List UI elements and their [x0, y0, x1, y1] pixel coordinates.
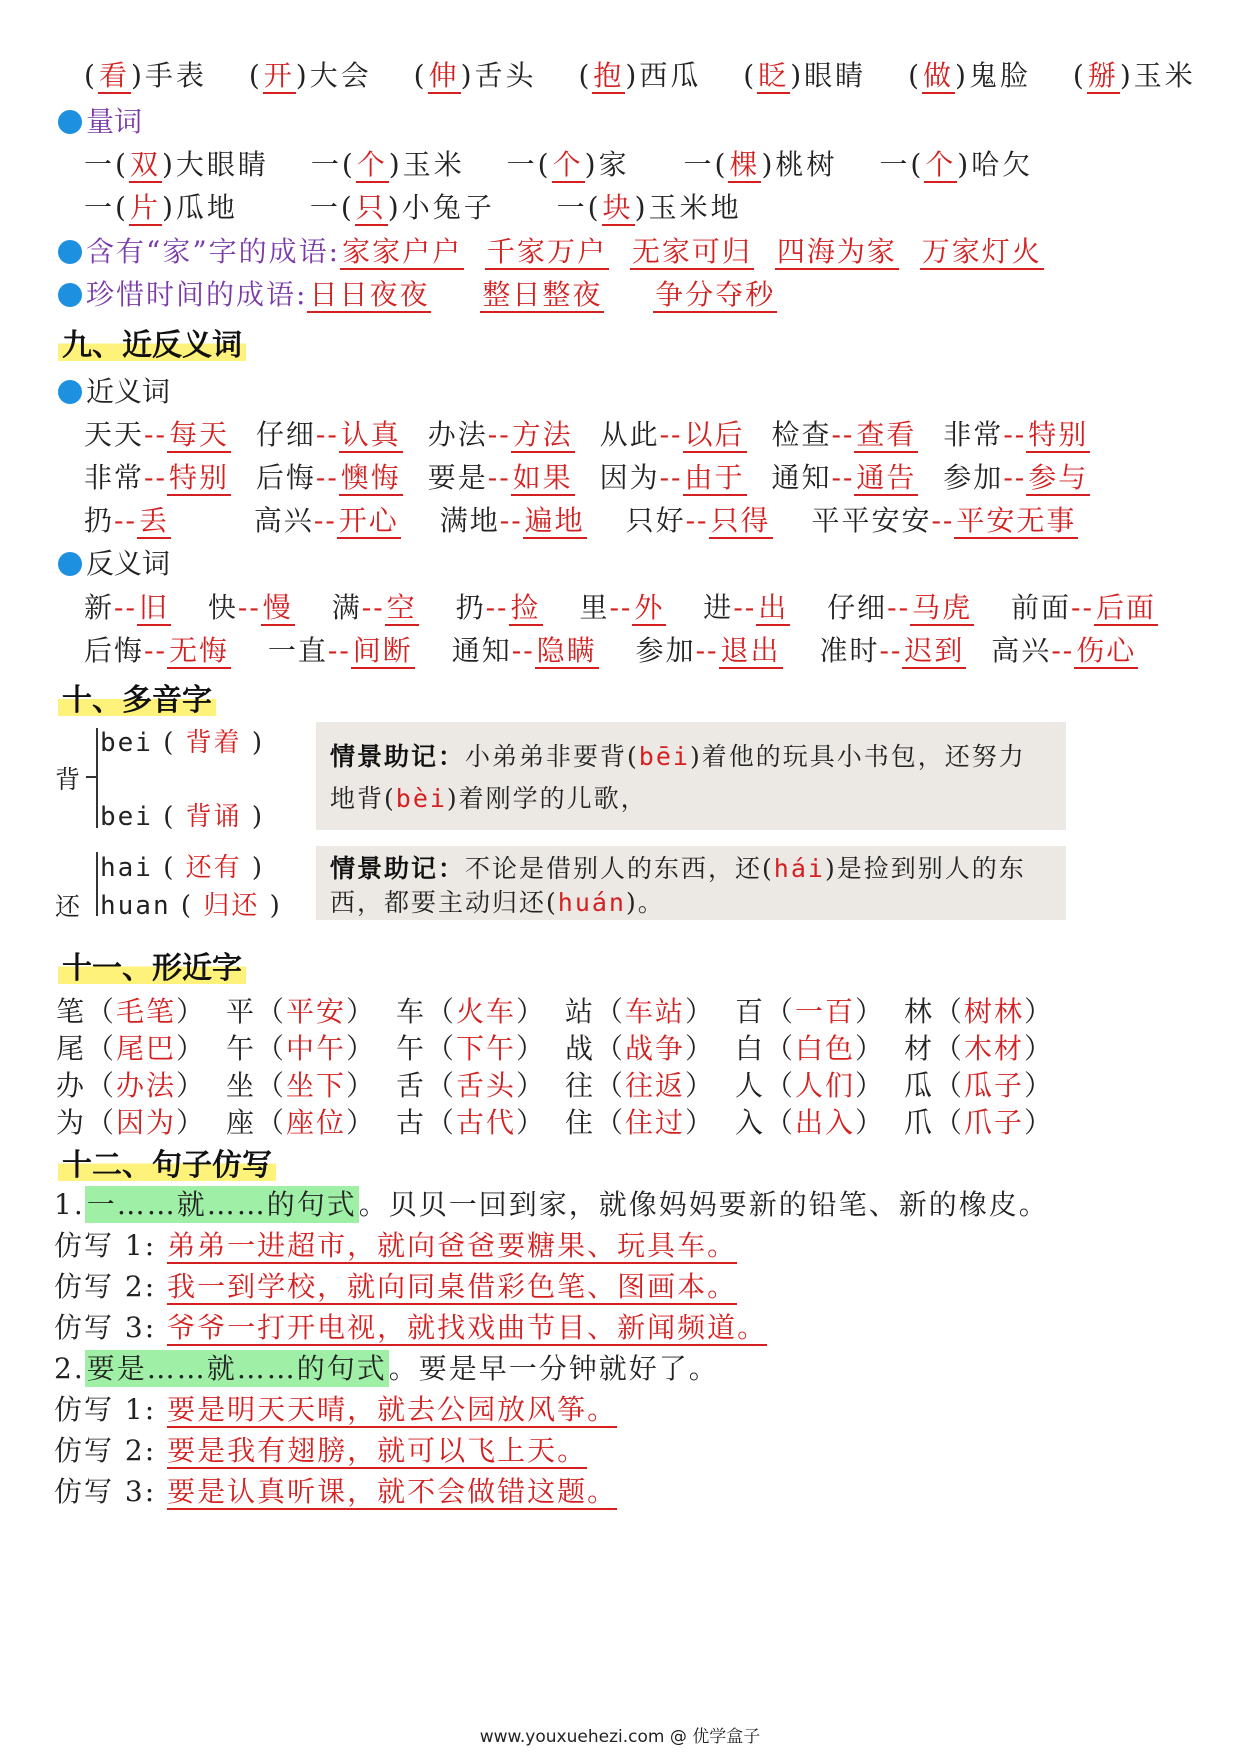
- similar-char-cell: 午（下午）: [396, 1032, 547, 1065]
- synonym-row-1: 天天--每天 仔细--认真 办法--方法 从此--以后 检查--查看 非常--特别: [84, 418, 1089, 451]
- bullet-dot-icon: [58, 552, 82, 576]
- similar-char-cell: 战（战争）: [565, 1032, 716, 1065]
- similar-char-cell: 古（古代）: [396, 1106, 547, 1139]
- similar-char-cell: 坐（坐下）: [226, 1069, 377, 1102]
- similar-char-cell: 林（树林）: [904, 995, 1055, 1028]
- bullet-dot-icon: [58, 110, 82, 134]
- section-10-title: 十、多音字: [58, 675, 216, 719]
- bei-reading-2: bei ( 背诵 ): [100, 802, 265, 832]
- similar-char-cell: 笔（毛笔）: [56, 995, 207, 1028]
- synonym-title: 近义词: [58, 370, 170, 410]
- huan-reading-2: huan ( 归还 ): [100, 891, 282, 921]
- similar-char-cell: 站（车站）: [565, 995, 716, 1028]
- idioms-home-row: 含有“家”字的成语:家家户户 千家万户 无家可归 四海为家 万家灯火: [58, 230, 1044, 270]
- idioms-time-row: 珍惜时间的成语:日日夜夜 整日整夜 争分夺秒: [58, 273, 777, 313]
- polyphone-char-huan: 还: [55, 892, 81, 921]
- similar-char-cell: 入（出入）: [735, 1106, 886, 1139]
- similar-char-cell: 百（一百）: [735, 995, 886, 1028]
- verb-item: (做)鬼脸: [908, 59, 1031, 92]
- verb-item: (抱)西瓜: [578, 59, 702, 92]
- synonym-row-3: 扔--丢 高兴--开心 满地--遍地 只好--只得 平平安安--平安无事: [84, 504, 1077, 537]
- similar-char-cell: 平（平安）: [226, 995, 377, 1028]
- similar-char-cell: 爪（爪子）: [904, 1106, 1055, 1139]
- verb-item: (看)手表: [84, 59, 207, 92]
- similar-char-cell: 座（座位）: [226, 1106, 377, 1139]
- similar-char-cell: 舌（舌头）: [396, 1069, 547, 1102]
- similar-char-cell: 往（往返）: [565, 1069, 716, 1102]
- similar-char-cell: 办（办法）: [56, 1069, 207, 1102]
- measure-row-2: 一(片)瓜地 一(只)小兔子 一(块)玉米地: [84, 191, 742, 224]
- antonym-row-2: 后悔--无悔 一直--间断 通知--隐瞒 参加--退出 准时--迟到 高兴--伤心: [84, 634, 1137, 667]
- bei-reading-1: bei ( 背着 ): [100, 728, 265, 758]
- similar-char-cell: 人（人们）: [735, 1069, 886, 1102]
- bullet-dot-icon: [58, 283, 82, 307]
- imitation-1-2: 仿写 2: 我一到学校，就向同桌借彩色笔、图画本。: [54, 1270, 738, 1303]
- huan-reading-1: hai ( 还有 ): [100, 853, 265, 883]
- imitation-1-1: 仿写 1: 弟弟一进超市，就向爸爸要糖果、玩具车。: [54, 1229, 738, 1262]
- measure-row-1: 一(双)大眼睛 一(个)玉米 一(个)家 一(棵)桃树 一(个)哈欠: [84, 148, 1034, 181]
- similar-char-cell: 瓜（瓜子）: [904, 1069, 1055, 1102]
- antonym-row-1: 新--旧 快--慢 满--空 扔--捡 里--外 进--出 仔细--马虎 前面--后面: [84, 591, 1156, 624]
- similar-char-cell: 尾（尾巴）: [56, 1032, 207, 1065]
- verb-item: (眨)眼睛: [743, 59, 867, 92]
- verb-item: (掰)玉米: [1072, 59, 1196, 92]
- bullet-dot-icon: [58, 380, 82, 404]
- brace-tick: [86, 776, 98, 778]
- imitation-2-1: 仿写 1: 要是明天天晴，就去公园放风筝。: [54, 1393, 618, 1426]
- verb-item: (开)大会: [248, 59, 372, 92]
- similar-char-cell: 材（木材）: [904, 1032, 1055, 1065]
- measure-title: 量词: [58, 100, 142, 140]
- similar-char-cell: 住（住过）: [565, 1106, 716, 1139]
- hint-box-bei: 情景助记：小弟弟非要背(bēi)着他的玩具小书包，还努力 地背(bèi)着刚学的儿歌，: [316, 722, 1066, 830]
- similar-char-cell: 白（白色）: [735, 1032, 886, 1065]
- similar-char-cell: 为（因为）: [56, 1106, 207, 1139]
- section-11-title: 十一、形近字: [58, 943, 246, 987]
- verb-row: [84, 54, 1196, 94]
- similar-char-cell: 午（中午）: [226, 1032, 377, 1065]
- imitation-2-2: 仿写 2: 要是我有翅膀，就可以飞上天。: [54, 1434, 588, 1467]
- polyphone-char-bei: 背: [55, 765, 81, 794]
- similar-char-cell: 车（火车）: [396, 995, 547, 1028]
- imitation-2-3: 仿写 3: 要是认真听课，就不会做错这题。: [54, 1475, 618, 1508]
- verb-item: (伸)舌头: [413, 59, 537, 92]
- sentence-1-pattern: 1.一……就……的句式。贝贝一回到家，就像妈妈要新的铅笔、新的橡皮。: [54, 1188, 1049, 1221]
- bullet-dot-icon: [58, 240, 82, 264]
- sentence-2-pattern: 2.要是……就……的句式。要是早一分钟就好了。: [54, 1352, 719, 1385]
- imitation-1-3: 仿写 3: 爷爷一打开电视，就找戏曲节目、新闻频道。: [54, 1311, 768, 1344]
- footer-watermark: www.youxuehezi.com @ 优学盒子: [479, 1727, 761, 1747]
- antonym-title: 反义词: [58, 542, 170, 582]
- hint-box-huan: 情景助记：不论是借别人的东西，还(hái)是捡到别人的东 西，都要主动归还(huán)。: [316, 846, 1066, 920]
- section-12-title: 十二、句子仿写: [58, 1140, 276, 1184]
- section-9-title: 九、近反义词: [58, 320, 246, 364]
- synonym-row-2: 非常--特别 后悔--懊悔 要是--如果 因为--由于 通知--通告 参加--参与: [84, 461, 1089, 494]
